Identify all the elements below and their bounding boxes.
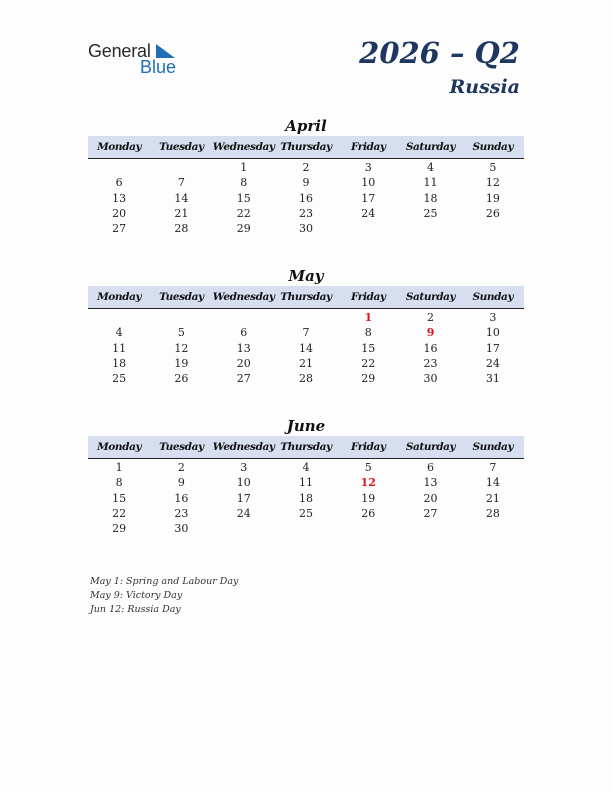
day-cell: 3	[240, 461, 248, 474]
day-cell	[213, 521, 275, 536]
day-cell: 2	[427, 311, 435, 324]
day-cell: 8	[115, 476, 123, 490]
day-cell: 12	[174, 341, 189, 355]
day-cell: 21	[298, 356, 313, 370]
day-cell: 21	[174, 206, 189, 220]
holiday-day-cell: 1	[364, 311, 373, 324]
weekday-label: Monday	[97, 441, 142, 453]
day-cell: 17	[361, 191, 376, 205]
day-cell: 11	[112, 341, 127, 355]
day-cell: 13	[112, 191, 127, 205]
day-cell: 23	[423, 356, 438, 370]
weekday-label: Wednesday	[212, 441, 275, 453]
day-cell	[462, 221, 524, 236]
day-cell: 7	[302, 326, 310, 340]
generalblue-logo	[88, 41, 188, 77]
day-cell: 2	[302, 161, 310, 174]
day-cell: 19	[174, 356, 189, 370]
day-cell: 28	[298, 372, 313, 386]
day-cell: 30	[423, 372, 438, 386]
day-cell: 23	[298, 206, 313, 220]
day-cell: 7	[489, 461, 497, 474]
day-cell: 15	[236, 191, 251, 205]
day-cell: 29	[112, 522, 127, 536]
day-cell: 24	[485, 356, 500, 370]
day-cell: 4	[302, 461, 310, 474]
week-row	[88, 460, 524, 475]
weeks-grid	[88, 309, 524, 386]
day-cell: 6	[240, 326, 248, 340]
day-cell	[275, 310, 337, 325]
day-cell: 18	[298, 491, 313, 505]
logo-word-general: General	[88, 41, 151, 61]
month-title: May	[288, 267, 324, 285]
day-cell: 25	[112, 372, 127, 386]
holiday-note: May 1: Spring and Labour Day	[90, 576, 239, 587]
day-cell: 5	[489, 161, 497, 174]
day-cell: 20	[423, 491, 438, 505]
day-cell: 8	[240, 176, 248, 190]
day-cell: 1	[240, 161, 248, 174]
day-cell: 12	[485, 176, 500, 190]
day-cell: 28	[174, 222, 189, 236]
week-row	[88, 310, 524, 325]
day-cell: 7	[177, 176, 185, 190]
day-cell: 22	[112, 506, 127, 520]
day-cell: 4	[427, 161, 435, 174]
day-cell	[399, 521, 461, 536]
day-cell: 31	[485, 372, 500, 386]
day-cell	[150, 160, 212, 175]
day-cell: 27	[236, 372, 251, 386]
weekday-label: Sunday	[472, 441, 514, 453]
week-row	[88, 341, 524, 356]
day-cell: 9	[302, 176, 310, 190]
day-cell: 8	[364, 326, 372, 340]
weeks-grid	[88, 159, 524, 236]
day-cell: 17	[485, 341, 500, 355]
day-cell: 3	[364, 161, 372, 174]
day-cell: 26	[174, 372, 189, 386]
day-cell: 14	[485, 476, 500, 490]
day-cell: 17	[236, 491, 251, 505]
logo-word-blue: Blue	[140, 57, 177, 77]
holiday-day-cell: 9	[426, 326, 435, 340]
day-cell: 14	[174, 191, 189, 205]
day-cell: 16	[174, 491, 189, 505]
month-title: April	[285, 117, 327, 135]
day-cell: 23	[174, 506, 189, 520]
week-row	[88, 475, 524, 490]
day-cell: 16	[298, 191, 313, 205]
weekday-label: Tuesday	[159, 441, 204, 453]
weekday-header-row	[88, 136, 524, 159]
week-row	[88, 206, 524, 221]
day-cell	[213, 310, 275, 325]
day-cell: 29	[361, 372, 376, 386]
weekday-label: Sunday	[472, 141, 514, 153]
day-cell	[337, 521, 399, 536]
weekday-label: Thursday	[280, 441, 332, 453]
day-cell: 13	[423, 476, 438, 490]
day-cell	[399, 221, 461, 236]
day-cell: 29	[236, 222, 251, 236]
weekday-label: Saturday	[405, 291, 456, 303]
week-row	[88, 371, 524, 386]
week-row	[88, 221, 524, 236]
day-cell: 6	[427, 461, 435, 474]
day-cell: 20	[112, 206, 127, 220]
weekday-label: Thursday	[280, 291, 332, 303]
day-cell: 10	[485, 326, 500, 340]
day-cell: 18	[112, 356, 127, 370]
day-cell: 20	[236, 356, 251, 370]
day-cell: 26	[361, 506, 376, 520]
day-cell	[150, 310, 212, 325]
day-cell: 24	[236, 506, 251, 520]
day-cell: 15	[112, 491, 127, 505]
day-cell: 26	[485, 206, 500, 220]
day-cell: 5	[364, 461, 372, 474]
day-cell: 10	[361, 176, 376, 190]
day-cell	[337, 221, 399, 236]
weekday-label: Saturday	[405, 441, 456, 453]
day-cell: 30	[174, 522, 189, 536]
weekday-label: Monday	[97, 141, 142, 153]
day-cell: 2	[177, 461, 185, 474]
week-row	[88, 175, 524, 190]
week-row	[88, 325, 524, 340]
week-row	[88, 191, 524, 206]
day-cell: 19	[361, 491, 376, 505]
day-cell: 22	[361, 356, 376, 370]
page-title: 2026 – Q2	[359, 36, 520, 70]
day-cell: 25	[298, 506, 313, 520]
week-row	[88, 356, 524, 371]
day-cell: 6	[115, 176, 123, 190]
weekday-header-row	[88, 436, 524, 459]
day-cell: 25	[423, 206, 438, 220]
weekday-label: Wednesday	[212, 141, 275, 153]
holiday-note: May 9: Victory Day	[90, 590, 183, 601]
holiday-note: Jun 12: Russia Day	[90, 604, 181, 615]
week-row	[88, 491, 524, 506]
day-cell: 21	[485, 491, 500, 505]
day-cell	[88, 310, 150, 325]
weekday-label: Sunday	[472, 291, 514, 303]
day-cell: 19	[485, 191, 500, 205]
day-cell: 4	[115, 326, 123, 340]
day-cell	[88, 160, 150, 175]
day-cell: 9	[177, 476, 185, 490]
weekday-header-row	[88, 286, 524, 309]
month-april	[88, 116, 524, 236]
week-row	[88, 160, 524, 175]
weekday-label: Tuesday	[159, 291, 204, 303]
weekday-label: Wednesday	[212, 291, 275, 303]
day-cell: 1	[115, 461, 123, 474]
day-cell: 5	[177, 326, 185, 340]
day-cell: 14	[298, 341, 313, 355]
weekday-label: Friday	[350, 291, 386, 303]
weekday-label: Monday	[97, 291, 142, 303]
day-cell: 24	[361, 206, 376, 220]
country-name: Russia	[449, 76, 520, 98]
holiday-notes	[90, 575, 238, 617]
weekday-label: Friday	[350, 441, 386, 453]
day-cell: 11	[423, 176, 438, 190]
day-cell: 27	[423, 506, 438, 520]
weekday-label: Saturday	[405, 141, 456, 153]
day-cell: 15	[361, 341, 376, 355]
day-cell: 30	[298, 222, 313, 236]
weeks-grid	[88, 459, 524, 536]
day-cell: 22	[236, 206, 251, 220]
month-may	[88, 266, 524, 386]
day-cell: 10	[236, 476, 251, 490]
day-cell	[462, 521, 524, 536]
day-cell: 16	[423, 341, 438, 355]
weekday-label: Thursday	[280, 141, 332, 153]
week-row	[88, 521, 524, 536]
day-cell: 27	[112, 222, 127, 236]
weekday-label: Tuesday	[159, 141, 204, 153]
day-cell: 18	[423, 191, 438, 205]
day-cell: 11	[298, 476, 313, 490]
day-cell: 3	[489, 311, 497, 324]
week-row	[88, 506, 524, 521]
day-cell	[275, 521, 337, 536]
month-june	[88, 416, 524, 536]
day-cell: 13	[236, 341, 251, 355]
day-cell: 28	[485, 506, 500, 520]
holiday-day-cell: 12	[360, 476, 376, 490]
month-title: June	[286, 417, 326, 435]
weekday-label: Friday	[350, 141, 386, 153]
